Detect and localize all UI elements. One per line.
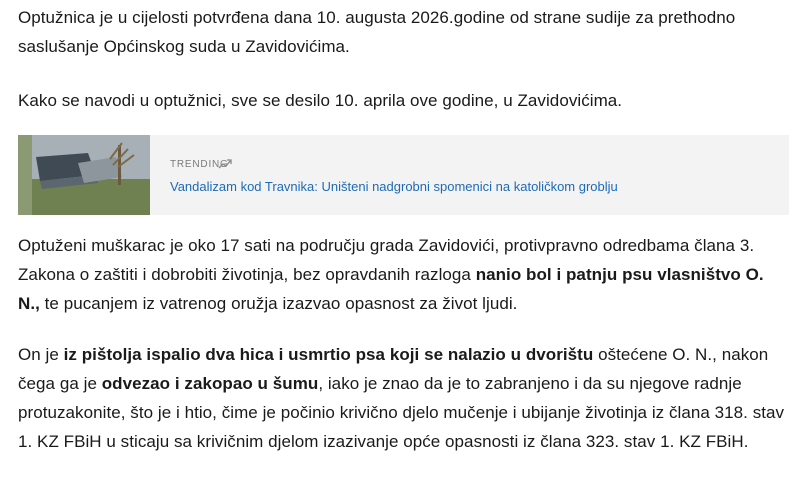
paragraph-text: On je (18, 345, 64, 364)
trending-label: TRENDING (170, 159, 229, 170)
bold-text: odvezao i zakopao u šumu (101, 374, 319, 393)
trending-article-link[interactable]: Vandalizam kod Travnika: Uništeni nadgrobni spomenici na katoličkom groblju (170, 179, 618, 194)
trending-article-card[interactable] (18, 135, 789, 215)
bold-text: iz pištolja ispalio dva hica i usmrtio psa koji se nalazio u dvorištu (63, 345, 594, 364)
bold-text: nanio bol i patnju psu vlasništvo O. N., (18, 265, 764, 313)
article-paragraph-4 (18, 340, 788, 456)
trending-thumbnail-image (18, 135, 150, 215)
paragraph-text: , iako je znao da je to zabranjeno i da su njegove radnje protuzakonite, što je i htio, čime je počinio krivično djelo mučenje i ubijanje životinja iz člana 318. stav 1. KZ FBiH u sticaju sa krivičnim djelom izazivanje opće opasnosti iz člana 323. stav 1. KZ FBiH. (18, 374, 785, 451)
article-paragraph-2: Kako se navodi u optužnici, sve se desilo 10. aprila ove godine, u Zavidovićima. (18, 91, 623, 110)
trending-up-icon (218, 157, 232, 171)
paragraph-text: te pucanjem iz vatrenog oružja izazvao opasnost za život ljudi. (39, 294, 518, 313)
paragraph-text: oštećene O. N., nakon čega ga je (18, 345, 769, 393)
article-paragraph-3 (18, 231, 788, 318)
paragraph-text: Optuženi muškarac je oko 17 sati na području grada Zavidovići, protivpravno odredbama člana 3. Zakona o zaštiti i dobrobiti životinja, bez opravdanih razloga (18, 236, 755, 284)
article-paragraph-1: Optužnica je u cijelosti potvrđena dana 10. augusta 2026.godine od strane sudije za prethodno saslušanje Općinskog suda u Zavidovićima. (18, 8, 736, 56)
